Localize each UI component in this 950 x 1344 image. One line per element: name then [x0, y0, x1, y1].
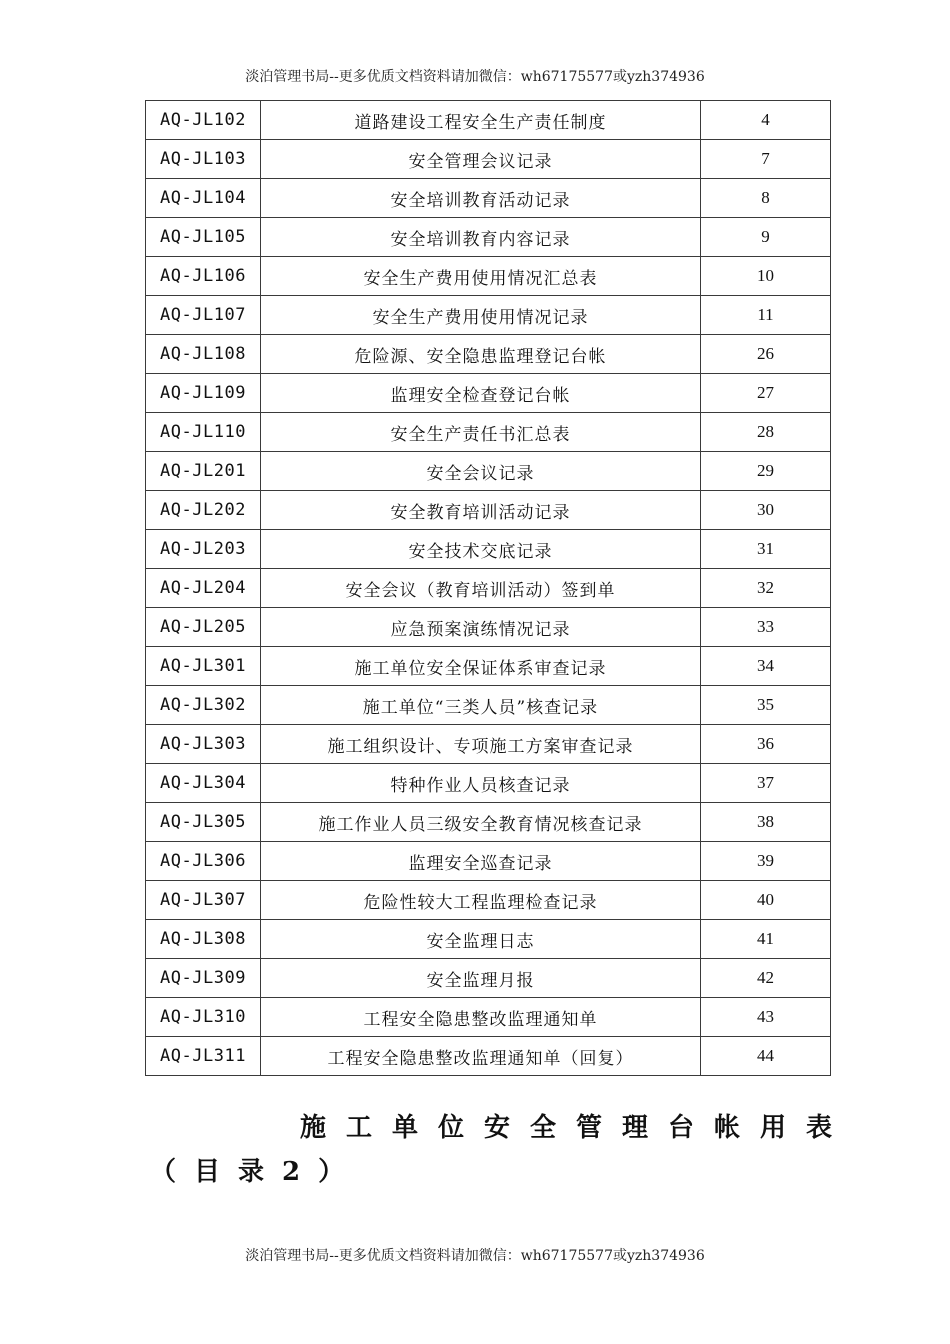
form-title-cell: 危险性较大工程监理检查记录	[261, 881, 701, 920]
table-row	[146, 842, 831, 881]
form-code-cell: AQ-JL204	[146, 569, 261, 608]
table-row	[146, 998, 831, 1037]
form-title-cell: 工程安全隐患整改监理通知单	[261, 998, 701, 1037]
form-code-cell: AQ-JL309	[146, 959, 261, 998]
form-title-cell: 道路建设工程安全生产责任制度	[261, 101, 701, 140]
form-title-cell: 施工单位安全保证体系审查记录	[261, 647, 701, 686]
form-code-cell: AQ-JL308	[146, 920, 261, 959]
page-number-cell: 37	[701, 764, 831, 803]
page-number-cell: 11	[701, 296, 831, 335]
table-row	[146, 296, 831, 335]
table-row	[146, 101, 831, 140]
table-row	[146, 218, 831, 257]
form-code-cell: AQ-JL102	[146, 101, 261, 140]
page-number-cell: 33	[701, 608, 831, 647]
page-footer-note: 淡泊管理书局--更多优质文档资料请加微信：wh67175577或yzh374936	[245, 1248, 705, 1264]
form-title-cell: 安全会议记录	[261, 452, 701, 491]
form-title-cell: 施工作业人员三级安全教育情况核查记录	[261, 803, 701, 842]
table-row	[146, 959, 831, 998]
form-code-cell: AQ-JL302	[146, 686, 261, 725]
form-code-cell: AQ-JL303	[146, 725, 261, 764]
table-row	[146, 920, 831, 959]
table-row	[146, 179, 831, 218]
table-row	[146, 686, 831, 725]
form-code-cell: AQ-JL203	[146, 530, 261, 569]
section-heading	[150, 1106, 853, 1194]
form-title-cell: 安全生产费用使用情况记录	[261, 296, 701, 335]
form-code-cell: AQ-JL108	[146, 335, 261, 374]
page-number-cell: 26	[701, 335, 831, 374]
form-title-cell: 安全培训教育内容记录	[261, 218, 701, 257]
index-table	[145, 100, 831, 1076]
page-number-cell: 40	[701, 881, 831, 920]
page-number-cell: 39	[701, 842, 831, 881]
form-title-cell: 安全监理日志	[261, 920, 701, 959]
table-row	[146, 413, 831, 452]
page-number-cell: 28	[701, 413, 831, 452]
form-code-cell: AQ-JL307	[146, 881, 261, 920]
page-number-cell: 8	[701, 179, 831, 218]
form-code-cell: AQ-JL306	[146, 842, 261, 881]
page-number-cell: 41	[701, 920, 831, 959]
table-row	[146, 569, 831, 608]
form-code-cell: AQ-JL107	[146, 296, 261, 335]
page-number-cell: 34	[701, 647, 831, 686]
page-number-cell: 44	[701, 1037, 831, 1076]
form-title-cell: 施工组织设计、专项施工方案审查记录	[261, 725, 701, 764]
table-row	[146, 374, 831, 413]
form-title-cell: 安全技术交底记录	[261, 530, 701, 569]
form-title-cell: 安全生产责任书汇总表	[261, 413, 701, 452]
form-code-cell: AQ-JL105	[146, 218, 261, 257]
form-title-cell: 安全管理会议记录	[261, 140, 701, 179]
table-row	[146, 335, 831, 374]
form-title-cell: 工程安全隐患整改监理通知单（回复）	[261, 1037, 701, 1076]
form-code-cell: AQ-JL110	[146, 413, 261, 452]
page-number-cell: 42	[701, 959, 831, 998]
form-title-cell: 监理安全检查登记台帐	[261, 374, 701, 413]
page-number-cell: 4	[701, 101, 831, 140]
form-code-cell: AQ-JL305	[146, 803, 261, 842]
form-code-cell: AQ-JL201	[146, 452, 261, 491]
form-code-cell: AQ-JL310	[146, 998, 261, 1037]
table-row	[146, 764, 831, 803]
table-row	[146, 530, 831, 569]
form-title-cell: 安全培训教育活动记录	[261, 179, 701, 218]
table-row	[146, 803, 831, 842]
form-code-cell: AQ-JL304	[146, 764, 261, 803]
table-row	[146, 881, 831, 920]
form-title-cell: 安全会议（教育培训活动）签到单	[261, 569, 701, 608]
form-title-cell: 特种作业人员核查记录	[261, 764, 701, 803]
page-number-cell: 9	[701, 218, 831, 257]
form-code-cell: AQ-JL103	[146, 140, 261, 179]
page-number-cell: 31	[701, 530, 831, 569]
form-code-cell: AQ-JL109	[146, 374, 261, 413]
page-number-cell: 43	[701, 998, 831, 1037]
form-title-cell: 安全生产费用使用情况汇总表	[261, 257, 701, 296]
form-code-cell: AQ-JL301	[146, 647, 261, 686]
form-code-cell: AQ-JL202	[146, 491, 261, 530]
table-row	[146, 1037, 831, 1076]
section-heading-subtitle: （目录2）	[150, 1157, 363, 1187]
page-number-cell: 27	[701, 374, 831, 413]
page-number-cell: 7	[701, 140, 831, 179]
page-number-cell: 36	[701, 725, 831, 764]
form-code-cell: AQ-JL106	[146, 257, 261, 296]
page-header-note: 淡泊管理书局--更多优质文档资料请加微信：wh67175577或yzh374936	[245, 69, 705, 85]
page-number-cell: 38	[701, 803, 831, 842]
form-title-cell: 施工单位“三类人员”核查记录	[261, 686, 701, 725]
table-row	[146, 491, 831, 530]
table-row	[146, 452, 831, 491]
page-number-cell: 30	[701, 491, 831, 530]
form-title-cell: 危险源、安全隐患监理登记台帐	[261, 335, 701, 374]
table-row	[146, 257, 831, 296]
form-title-cell: 安全教育培训活动记录	[261, 491, 701, 530]
form-code-cell: AQ-JL205	[146, 608, 261, 647]
page-number-cell: 10	[701, 257, 831, 296]
section-heading-title: 施工单位安全管理台帐用表	[300, 1113, 853, 1143]
form-title-cell: 应急预案演练情况记录	[261, 608, 701, 647]
page-number-cell: 32	[701, 569, 831, 608]
table-row	[146, 725, 831, 764]
table-row	[146, 140, 831, 179]
form-code-cell: AQ-JL104	[146, 179, 261, 218]
page-number-cell: 29	[701, 452, 831, 491]
index-table-body	[146, 101, 831, 1076]
table-row	[146, 647, 831, 686]
page-number-cell: 35	[701, 686, 831, 725]
form-title-cell: 安全监理月报	[261, 959, 701, 998]
form-code-cell: AQ-JL311	[146, 1037, 261, 1076]
table-row	[146, 608, 831, 647]
form-title-cell: 监理安全巡查记录	[261, 842, 701, 881]
